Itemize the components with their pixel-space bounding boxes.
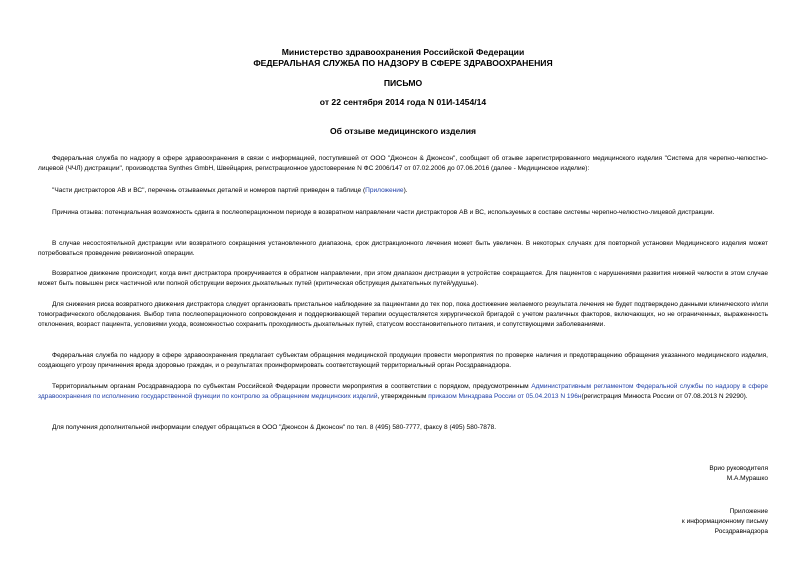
signer-position: Врио руководителя [709,465,768,472]
document-date-number: от 22 сентября 2014 года N 01И-1454/14 [319,97,487,107]
ministry-name: Министерство здравоохранения Российской Федерации [281,47,525,57]
appendix-line-1: Приложение [729,508,768,515]
service-name: ФЕДЕРАЛЬНАЯ СЛУЖБА ПО НАДЗОРУ В СФЕРЕ ЗДРАВООХРАНЕНИЯ [253,58,553,68]
paragraph-8-text-b: , утвержденным [377,393,429,401]
regulation-link[interactable]: Административным регламентом Федеральной службы по надзору в сфере здравоохранения по исполнению государственной функции по контролю за обращением медицинских изделий [38,383,768,401]
appendix-note [682,507,768,538]
document-subject: Об отзыве медицинского изделия [329,126,477,136]
appendix-line-2: к информационному письму [681,518,768,526]
paragraph-8-text-a: Территориальным органам Росздравнадзора по субъектам Российской Федерации провести мероприятия в соответствии с порядком, предусмотренным [52,383,532,390]
signer-name: М.А.Мурашко [726,475,768,483]
document-page [38,0,768,571]
paragraph-8 [38,382,768,402]
paragraph-2-end: ). [403,187,408,194]
paragraph-8-text-c: (регистрация Минюста России от 07.08.2013 N 29290). [581,393,748,401]
signature-block [709,464,768,484]
appendix-link[interactable]: Приложение [365,187,404,194]
paragraph-2-text: "Части дистракторов АВ и ВС", перечень отзываемых деталей и номеров партий приведен в таблице ( [52,187,366,194]
paragraph-1: Федеральная служба по надзору в сфере здравоохранения в связи с информацией, поступившей от ООО "Джонсон & Джонсон", сообщает об отзыве зарегистрированного медицинского изделия "Система для черепно-челюстно-лицевой (ЧЧЛ) дистракции", производства Synthes GmbH, Швейцария, регистрационное удостоверение N ФС 2006/147 от 07.02.2006 до 07.06.2016 (далее - Медицинское изделие): [38,155,768,173]
paragraph-6: Для снижения риска возвратного движения дистрактора следует организовать пристальное наблюдение за пациентами до тех пор, пока достижение желаемого результата лечения не будет подтверждено данными клинического и/или томографического обследования. Выбор типа послеоперационного сопровождения и поддерживающей терапии осуществляется хирургической бригадой с учетом различных факторов, включающих, но не ограниченных, выраженность отклонения, возраст пациента, условиями ухода, возможностью сохранить проходимость дыхательных путей, статусом восстановительного питания, и сопутствующими заболеваниями. [38,301,768,329]
document-type: ПИСЬМО [383,78,423,88]
order-link[interactable]: приказом Минздрава России от 05.04.2013 N 196н [428,393,582,401]
paragraph-2 [38,186,768,196]
appendix-line-3: Росздравнадзора [714,528,768,536]
paragraph-7: Федеральная служба по надзору в сфере здравоохранения предлагает субъектам обращения медицинской продукции провести мероприятия по проверке наличия и предотвращению обращения указанного медицинского изделия, создающего угрозу причинения вреда здоровью граждан, и о результатах проинформировать соответствующий территориальный орган Росздравнадзора. [38,352,768,370]
paragraph-5: Возвратное движение происходит, когда винт дистрактора прокручивается в обратном направлении, при этом диапазон дистракции в устройстве сокращается. Для пациентов с нарушениями развития нижней челюсти в этом случае может быть повышен риск частичной или полной обструкции верхних дыхательных путей (критическая обструкция дыхательных путей/удушье). [38,270,768,288]
paragraph-3: Причина отзыва: потенциальная возможность сдвига в послеоперационном периоде в возвратном направлении части дистракторов АВ и ВС, используемых в составе системы черепно-челюстно-лицевой дистракции. [52,209,715,216]
paragraph-4: В случае несостоятельной дистракции или возвратного сокращения установленного диапазона, срок дистракционного лечения может быть увеличен. В некоторых случаях для повторной установки Медицинского изделия может потребоваться проведение ревизионной операции. [38,240,768,258]
paragraph-9: Для получения дополнительной информации следует обращаться в ООО "Джонсон & Джонсон" по тел. 8 (495) 580-7777, факсу 8 (495) 580-7878. [52,424,497,431]
